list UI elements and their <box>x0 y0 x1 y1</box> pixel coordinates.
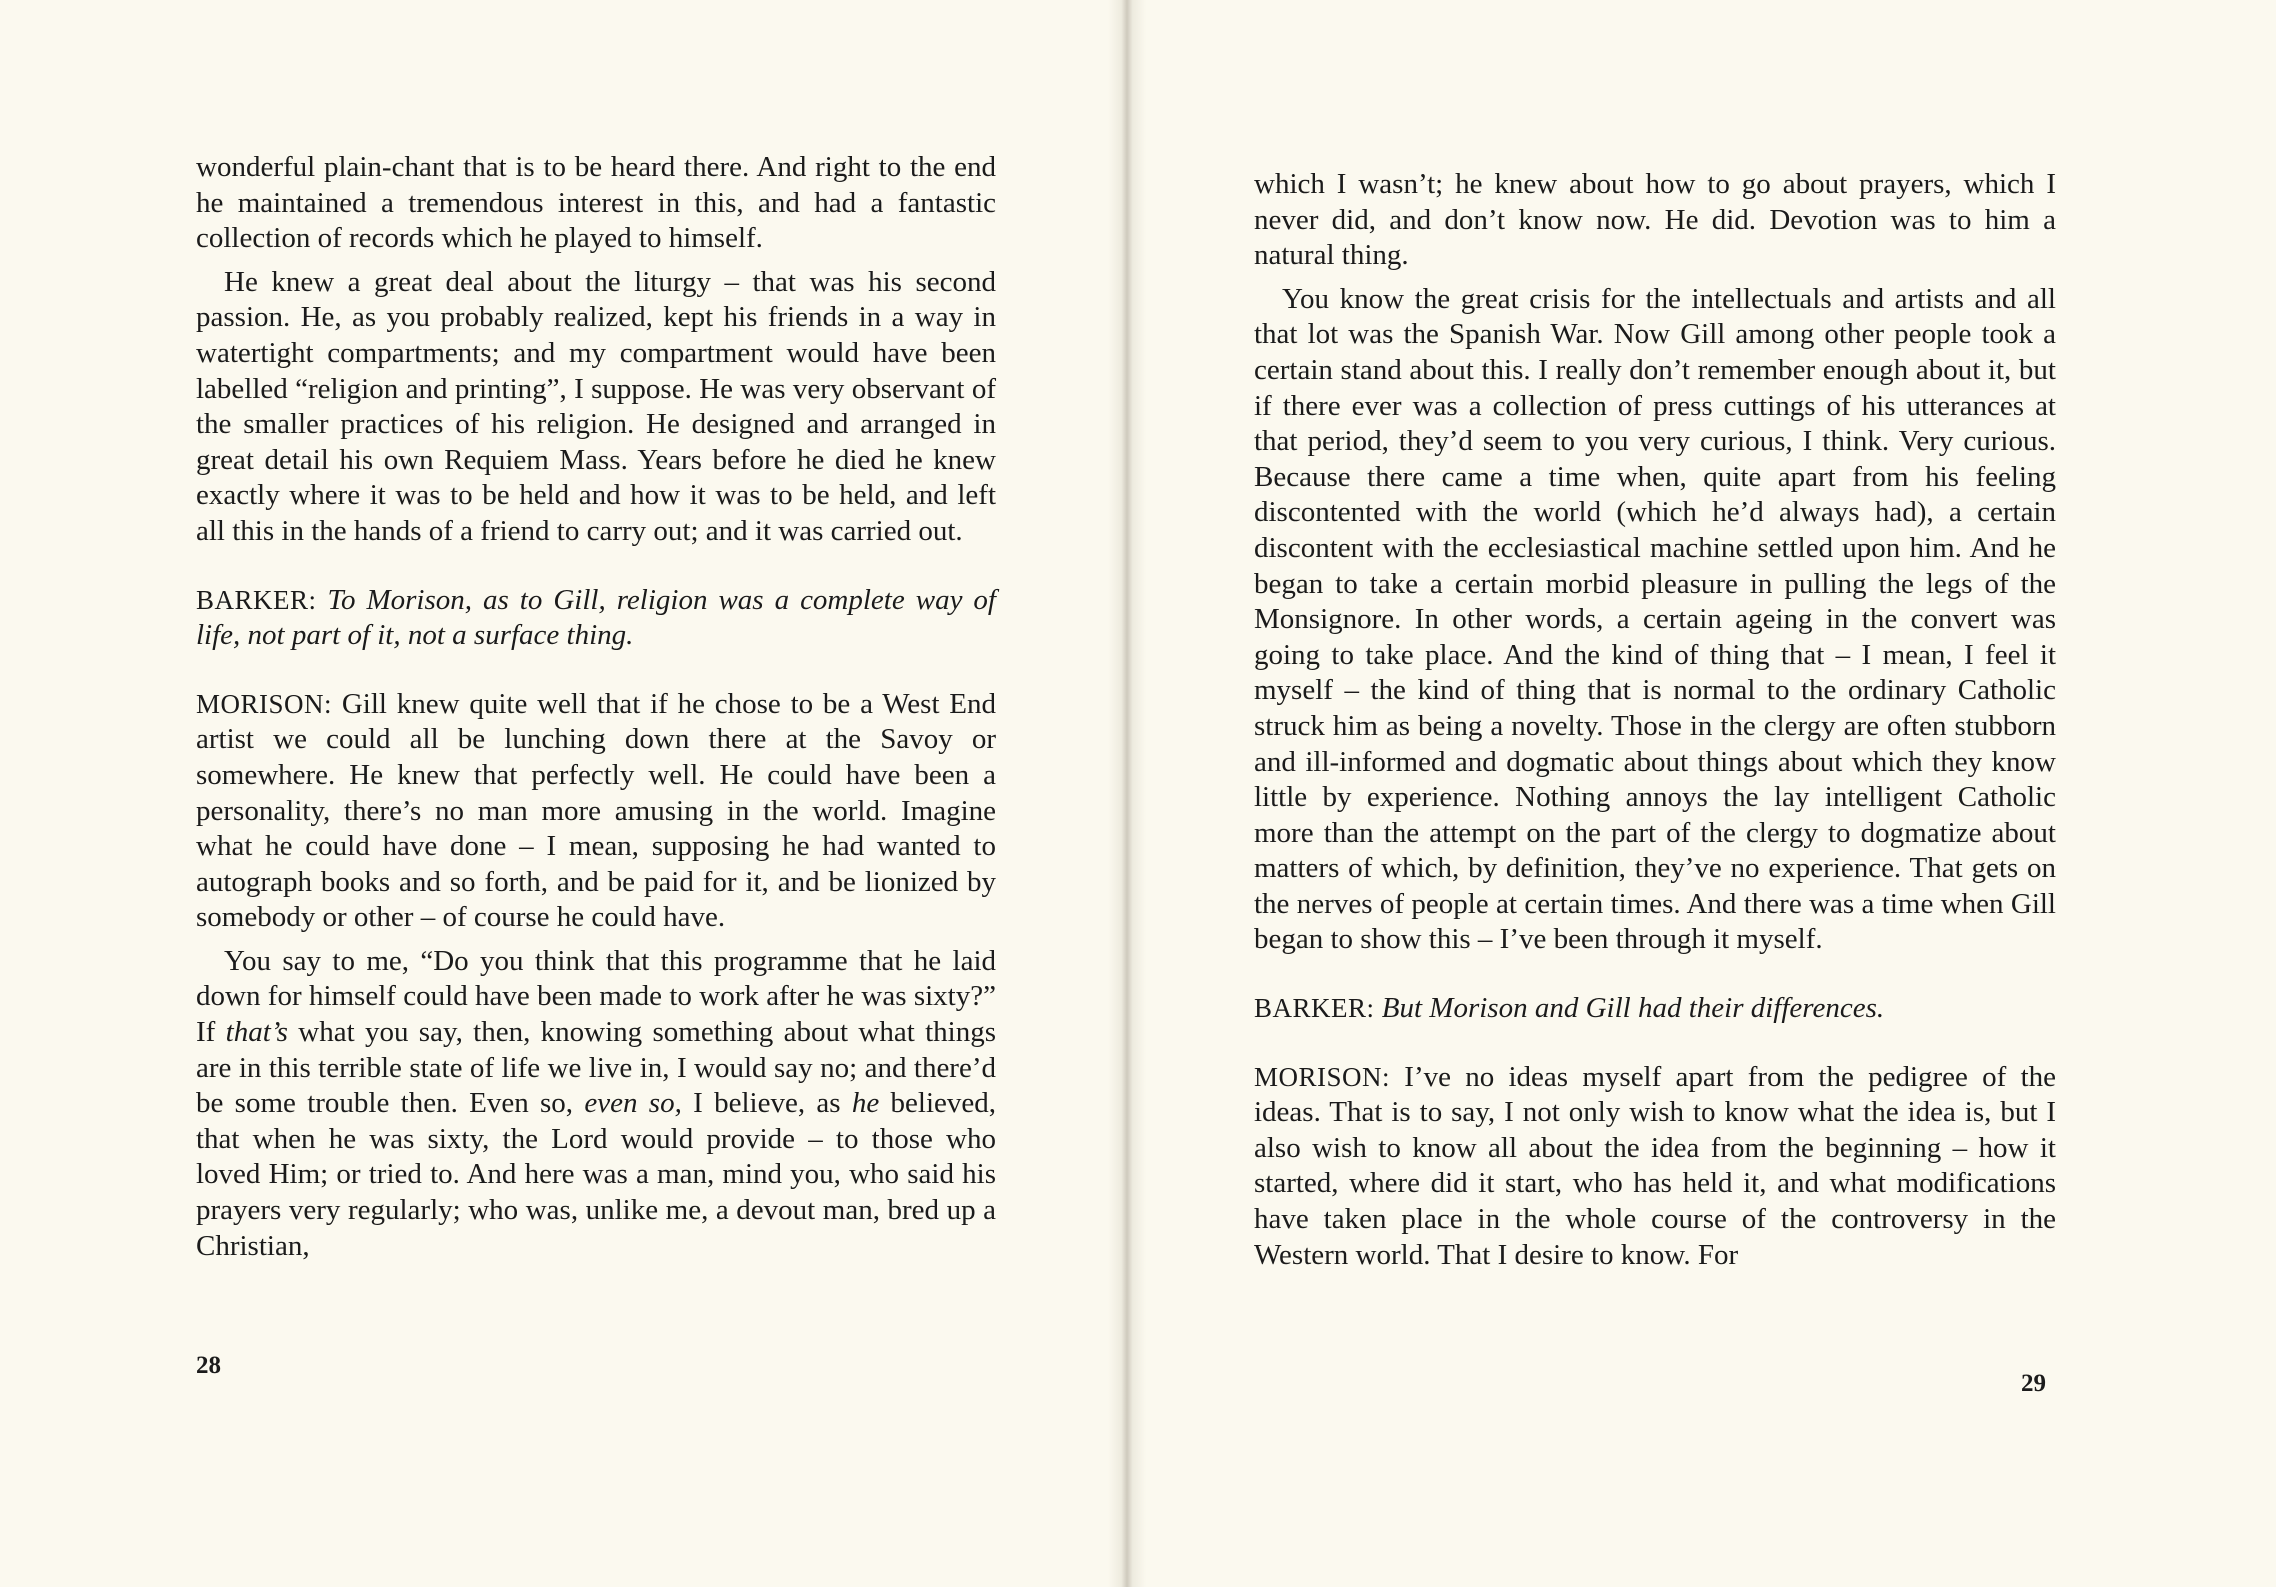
speaker-label: BARKER: <box>196 584 317 615</box>
left-page <box>0 0 1125 1587</box>
dialogue-barker <box>1254 991 2056 1027</box>
paragraph-text: He knew a great deal about the liturgy – that was his second passion. He, as you probably realized, kept his friends in a way in watertight compartments; and my compartment would have been labelled “religion and printing”, I suppose. He was very observant of the smaller practices of his religion. He designed and arranged in great detail his own Requiem Mass. Years before he died he knew exactly where it was to be held and how it was to be held, and left all this in the hands of a friend to carry out; and it was carried out. <box>196 265 996 547</box>
emphasis-text: that’s <box>225 1016 288 1049</box>
paragraph-text: You say to me, “Do you think that this programme that he laid down for himself could have been made to work after he was sixty?” If <box>196 944 996 1049</box>
dialogue-morison <box>1254 1060 2056 1274</box>
paragraph-text: wonderful plain-chant that is to be heard there. And right to the end he maintained a tremendous interest in this, and had a fantastic collection of records which he played to himself. <box>196 151 996 255</box>
right-page <box>1127 0 2276 1587</box>
paragraph <box>1254 282 2056 958</box>
paragraph <box>196 265 996 550</box>
dialogue-barker <box>196 583 996 654</box>
emphasis-text: even so, <box>584 1087 682 1120</box>
paragraph-text: what you say, then, knowing something about what things are in this terrible state of life we live in, I would say no; and there’d be some trouble then. Even so, <box>196 1016 996 1120</box>
paragraph <box>196 150 996 257</box>
speaker-label: MORISON: <box>196 688 333 719</box>
speaker-label: MORISON: <box>1254 1061 1391 1092</box>
dialogue-text: I’ve no ideas myself apart from the pedigree of the ideas. That is to say, I not only wish to know what the idea is, but I also wish to know all about the idea from the beginning – how it started, where did it start, who has held it, and what modifications have taken place in the whole course of the controversy in the Western world. That I desire to know. For <box>1254 1060 2057 1271</box>
emphasis-text: he <box>851 1087 880 1120</box>
speaker-label: BARKER: <box>1254 993 1375 1024</box>
left-page-text <box>196 150 996 1264</box>
page-number: 28 <box>196 1352 221 1379</box>
dialogue-morison <box>196 687 996 936</box>
page-number: 29 <box>2021 1370 2046 1397</box>
right-page-text <box>1254 167 2056 1273</box>
paragraph-text: You know the great crisis for the intellectuals and artists and all that lot was the Spanish War. Now Gill among other people took a certain stand about this. I really don’t remember enough about it, but if there ever was a collection of press cuttings of his utterances at that period, they’d seem to you very curious, I think. Very curious. Because there came a time when, quite apart from his feeling discontented with the world (which he’d always had), a certain discontent with the ecclesiastical machine settled upon him. And he began to take a certain morbid pleasure in pulling the legs of the Monsignore. In other words, a certain ageing in the convert was going to take place. And the kind of thing that – I mean, I feel it myself – the kind of thing that is normal to the ordinary Catholic struck him as being a novelty. Those in the clergy are often stubborn and ill-informed and dogmatic about things about which they know little by experience. Nothing annoys the lay intelligent Catholic more than the attempt on the part of the clergy to dogmatize about matters of which, by definition, they’ve no experience. That gets on the nerves of people at certain times. And there was a time when Gill began to show this – I’ve been through it myself. <box>1254 282 2056 956</box>
paragraph <box>196 944 996 1264</box>
paragraph-text: I believe, as <box>681 1087 852 1120</box>
dialogue-text: Gill knew quite well that if he chose to be a West End artist we could all be lunching down there at the Savoy or somewhere. He knew that perfectly well. He could have been a personality, there’s no man more amusing in the world. Imagine what he could have done – I mean, supposing he had wanted to autograph books and so forth, and be paid for it, and be lionized by somebody or other – of course he could have. <box>196 687 997 934</box>
dialogue-text: To Morison, as to Gill, religion was a complete way of life, not part of it, not a surface thing. <box>196 583 996 652</box>
dialogue-text: But Morison and Gill had their differences. <box>1381 992 1885 1025</box>
paragraph-text: which I wasn’t; he knew about how to go about prayers, which I never did, and don’t know now. He did. Devotion was to him a natural thing. <box>1254 168 2056 272</box>
paragraph <box>1254 167 2056 274</box>
paragraph-text: believed, that when he was sixty, the Lord would provide – to those who loved Him; or tried to. And here was a man, mind you, who said his prayers very regularly; who was, unlike me, a devout man, bred up a Christian, <box>196 1087 997 1262</box>
